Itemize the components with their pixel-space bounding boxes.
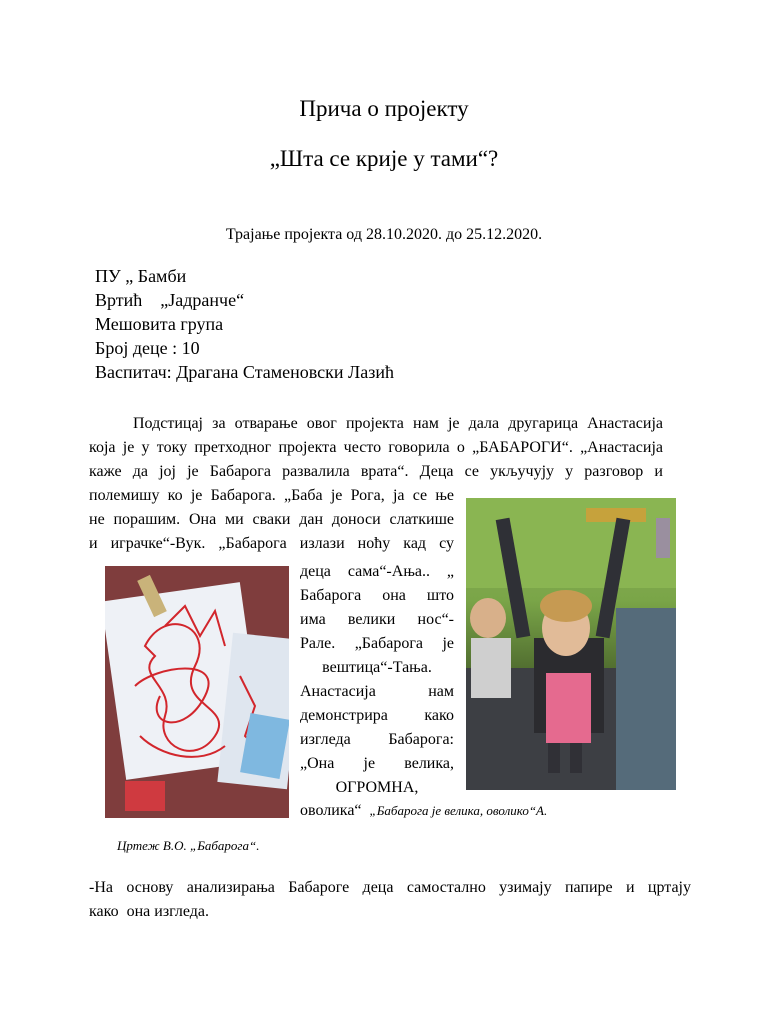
closing-line: -На основу анализирања Бабароге деца самостално узимају папире и цртају [89,879,691,896]
closing-line: како она изгледа. [89,903,210,920]
drawing-photo [105,566,289,818]
info-teacher: Васпитач: Драгана Стаменовски Лазић [95,362,394,382]
paragraph-line: Бабарога она што [300,587,454,604]
info-children-count: Број деце : 10 [95,338,200,358]
paragraph-line: Подстицај за отварање овог пројекта нам је дала другарица Анастасија [133,415,663,432]
children-photo-illustration [466,498,676,790]
page-subtitle: „Шта се крије у тами“? [269,146,499,171]
info-institution: ПУ „ Бамби [95,266,187,286]
paragraph-line: каже да јој је Бабарога развалила врата“. Деца се укључују у разговор и [89,463,663,480]
project-duration: Трајање пројекта од 28.10.2020. до 25.12.2020. [225,226,543,243]
paragraph-end-line [300,801,547,821]
paragraph-line: која је у току претходног пројекта често говорила о „БАБАРОГИ“. „Анастасија [89,439,663,456]
paragraph-line: полемишу ко је Бабарога. „Баба је Рога, ја се ње [89,487,454,504]
paragraph-column [300,560,454,800]
paragraph-line: не порашим. Она ми сваки дан доноси слаткише [89,511,454,528]
paragraph-line: демонстрира како [300,707,454,724]
info-group: Мешовита група [95,314,224,334]
drawing-illustration [105,566,289,818]
paragraph-line: и играчке“-Вук. „Бабарога излази ноћу кад су [89,535,454,552]
paragraph-line: ОГРОМНА, [335,779,419,796]
paragraph-line: изгледа Бабарога: [300,731,454,748]
paragraph-mid [89,484,454,556]
closing-paragraph [89,876,691,924]
project-info [95,264,394,384]
paragraph-line: има велики нос“- [300,611,454,628]
paragraph-line: деца сама“-Ања.. „ [300,563,454,580]
paragraph-end-text: оволика“ [300,802,362,819]
paragraph-line: Анастасија нам [300,683,454,700]
paragraph-line: вештица“-Тања. [322,659,432,676]
paragraph-line: Рале. „Бабарога је [300,635,454,652]
photo-caption: „Бабарога је велика, оволико“А. [369,803,548,818]
drawing-caption: Цртеж В.О. „Бабарога“. [117,838,260,853]
paragraph-full [89,412,663,484]
info-kindergarten: Вртић „Јадранче“ [95,290,245,310]
children-photo [466,498,676,790]
page-title: Прича о пројекту [299,96,469,121]
paragraph-line: „Она је велика, [300,755,454,772]
